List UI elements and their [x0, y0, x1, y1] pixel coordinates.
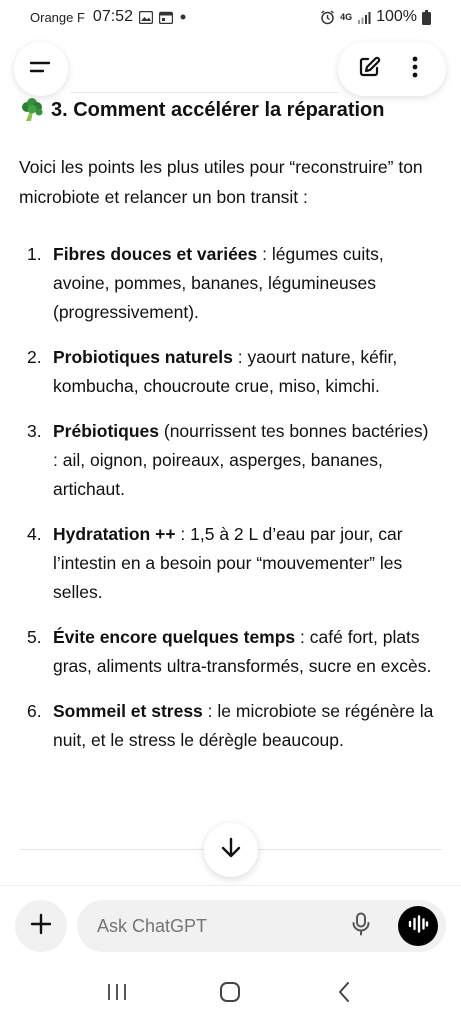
plus-icon [30, 913, 52, 940]
section-title: 3. Comment accélérer la réparation [51, 99, 385, 121]
dictation-button[interactable] [348, 913, 374, 939]
list-item [19, 697, 444, 755]
arrow-down-icon [220, 836, 242, 865]
item-number: 1. [27, 244, 42, 264]
network-type: 4G [340, 12, 353, 22]
calendar-icon [159, 11, 173, 24]
carrier-label: Orange F [30, 9, 85, 25]
composer [0, 885, 461, 965]
hamburger-icon [29, 59, 53, 80]
more-options-button[interactable] [395, 49, 435, 89]
system-nav-bar [0, 965, 461, 1024]
list-item [19, 343, 444, 401]
item-number: 5. [27, 627, 42, 647]
list-item [19, 240, 444, 327]
menu-button[interactable] [14, 42, 68, 96]
battery-level: 100% [376, 8, 417, 25]
item-title: Prébiotiques [53, 421, 159, 441]
message-input-container [77, 900, 446, 952]
clock: 07:52 [92, 8, 133, 25]
item-number: 3. [27, 421, 42, 441]
item-title: Fibres douces et variées [53, 244, 258, 264]
scroll-down-button[interactable] [204, 823, 258, 877]
mic-icon [351, 912, 371, 941]
more-vert-icon [411, 55, 419, 84]
message-input[interactable] [97, 916, 327, 937]
voice-mode-button[interactable] [398, 906, 438, 946]
tips-list [19, 240, 444, 755]
intro-paragraph: Voici les points les plus utiles pour “reconstruire” ton microbiote et relancer un bon transit : [19, 157, 423, 207]
home-icon [219, 981, 241, 1008]
content-divider [20, 849, 204, 850]
status-bar [0, 0, 461, 34]
message-content [19, 92, 444, 771]
item-title: Sommeil et stress [53, 701, 203, 721]
back-icon [337, 981, 351, 1008]
recent-apps-button[interactable] [97, 975, 137, 1015]
gallery-icon [139, 11, 153, 24]
item-title: Évite encore quelques temps [53, 627, 296, 647]
battery-icon [422, 10, 431, 25]
notification-dot-icon [179, 13, 187, 21]
signal-icon [357, 11, 371, 24]
attach-button[interactable] [15, 900, 67, 952]
back-button[interactable] [324, 975, 364, 1015]
item-number: 6. [27, 701, 42, 721]
item-description: : café fort, plats gras, aliments ultra-transformés, sucre en excès. [53, 627, 432, 676]
new-chat-button[interactable] [349, 49, 389, 89]
broccoli-icon [19, 97, 45, 123]
home-button[interactable] [210, 975, 250, 1015]
item-description: : 1,5 à 2 L d’eau par jour, car l’intestin en a besoin pour “mouvementer” les selles. [53, 524, 403, 602]
item-title: Hydratation ++ [53, 524, 176, 544]
item-description: (nourrissent tes bonnes bactéries) : ail, oignon, poireaux, asperges, bananes, artichaut. [53, 421, 429, 499]
recent-apps-icon [106, 982, 128, 1007]
item-description: : yaourt nature, kéfir, kombucha, choucroute crue, miso, kimchi. [53, 347, 398, 396]
top-bar [0, 42, 461, 98]
edit-icon [357, 55, 381, 84]
item-description: : légumes cuits, avoine, pommes, bananes, légumineuses (progressivement). [53, 244, 384, 322]
content-divider [258, 849, 442, 850]
item-title: Probiotiques naturels [53, 347, 233, 367]
list-item [19, 520, 444, 607]
section-heading [19, 92, 444, 128]
list-item [19, 417, 444, 504]
item-number: 2. [27, 347, 42, 367]
item-description: : le microbiote se régénère la nuit, et le stress le dérègle beaucoup. [53, 701, 434, 750]
item-number: 4. [27, 524, 42, 544]
alarm-icon [320, 10, 335, 25]
header-actions [338, 42, 446, 96]
list-item [19, 623, 444, 681]
voice-mode-icon [407, 915, 429, 938]
